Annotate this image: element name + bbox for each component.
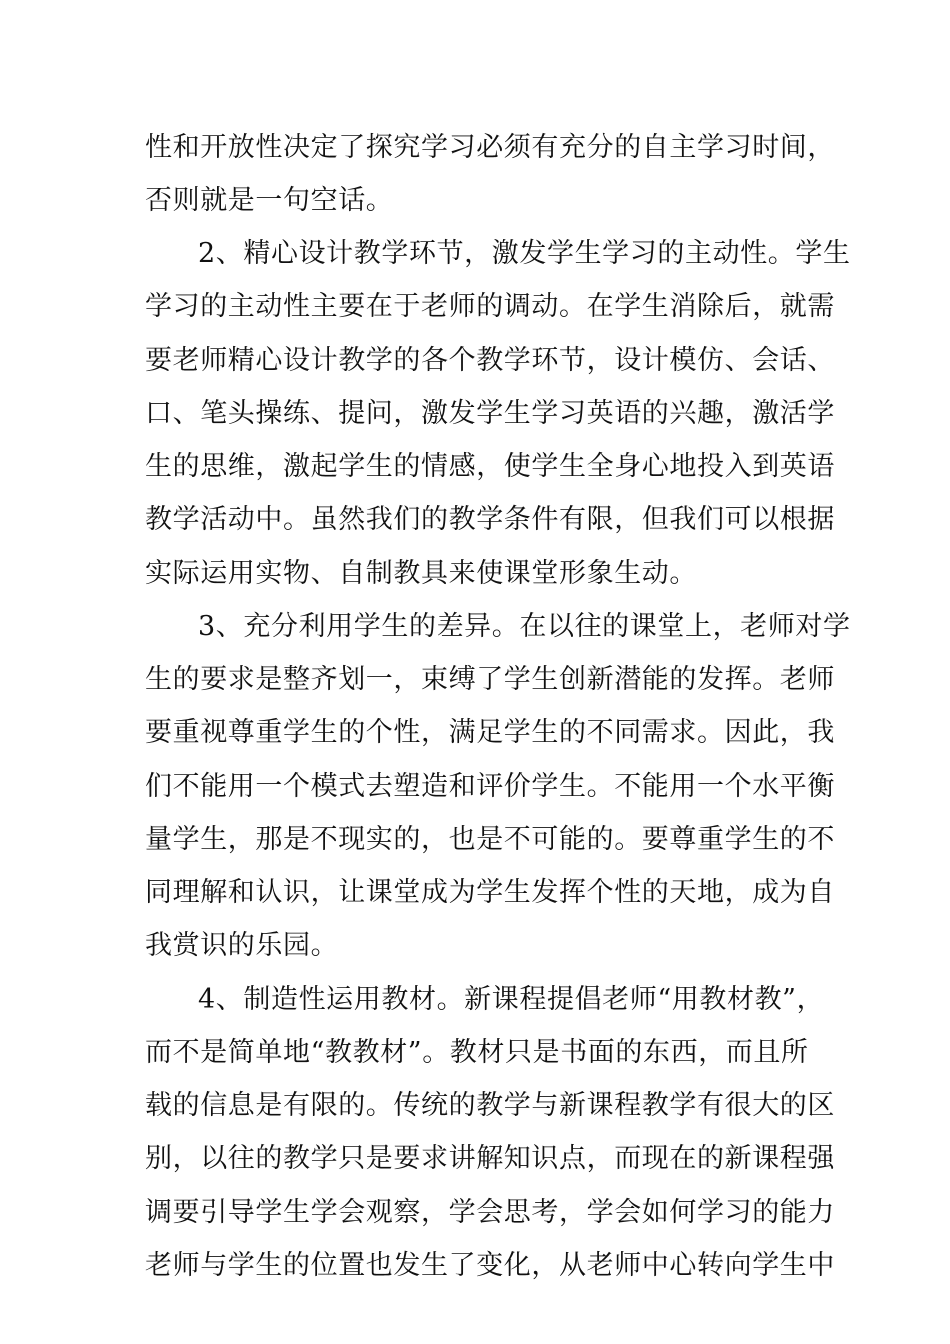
text-line: 性和开放性决定了探究学习必须有充分的自主学习时间，: [145, 132, 835, 163]
text-line: 而不是简单地“教教材”。教材只是书面的东西，而且所: [145, 1037, 809, 1068]
paragraph-start-line: 3、充分利用学生的差异。在以往的课堂上，老师对学: [198, 611, 851, 642]
text-line: 学习的主动性主要在于老师的调动。在学生消除后，就需: [145, 291, 835, 322]
text-line: 要老师精心设计教学的各个教学环节，设计模仿、会话、: [145, 345, 835, 376]
text-line: 我赏识的乐园。: [145, 930, 339, 961]
text-line: 实际运用实物、自制教具来使课堂形象生动。: [145, 558, 697, 589]
paragraph-start-line: 2、精心设计教学环节，激发学生学习的主动性。学生: [198, 238, 851, 269]
text-line: 老师与学生的位置也发生了变化，从老师中心转向学生中: [145, 1250, 835, 1281]
text-line: 调要引导学生学会观察，学会思考，学会如何学习的能力: [145, 1197, 835, 1228]
text-line: 否则就是一句空话。: [145, 185, 394, 216]
text-line: 要重视尊重学生的个性，满足学生的不同需求。因此，我: [145, 717, 835, 748]
text-line: 们不能用一个模式去塑造和评价学生。不能用一个水平衡: [145, 771, 835, 802]
text-line: 同理解和认识，让课堂成为学生发挥个性的天地，成为自: [145, 877, 835, 908]
text-line: 载的信息是有限的。传统的教学与新课程教学有很大的区: [145, 1090, 835, 1121]
text-line: 生的要求是整齐划一，束缚了学生创新潜能的发挥。老师: [145, 664, 835, 695]
text-line: 别，以往的教学只是要求讲解知识点，而现在的新课程强: [145, 1143, 835, 1174]
text-line: 量学生，那是不现实的，也是不可能的。要尊重学生的不: [145, 824, 835, 855]
text-line: 生的思维，激起学生的情感，使学生全身心地投入到英语: [145, 451, 835, 482]
text-line: 口、笔头操练、提问，激发学生学习英语的兴趣，激活学: [145, 398, 835, 429]
text-line: 教学活动中。虽然我们的教学条件有限，但我们可以根据: [145, 504, 835, 535]
paragraph-start-line: 4、制造性运用教材。新课程提倡老师“用教材教”，: [198, 984, 825, 1015]
